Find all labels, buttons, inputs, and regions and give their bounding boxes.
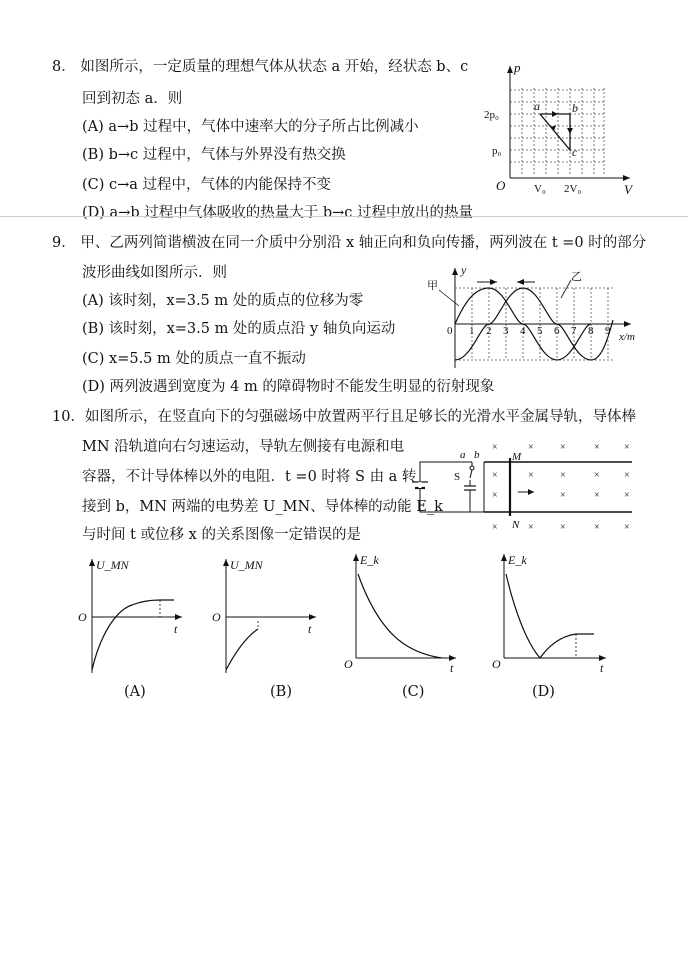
svg-text:×: × — [560, 442, 566, 453]
svg-text:×: × — [492, 442, 498, 453]
q9-wave2-label: 乙 — [571, 271, 582, 283]
q10-graph-a-x-label: t — [174, 622, 178, 636]
q9-tick: 7 — [571, 325, 577, 337]
q10-graph-d-origin: O — [492, 657, 501, 671]
svg-text:×: × — [492, 490, 498, 501]
q9-tick: 5 — [537, 325, 543, 337]
q8-option-c: (C) c→a 过程中，气体的内能保持不变 — [82, 177, 332, 193]
q10-graph-b-origin: O — [212, 610, 221, 624]
q8-stem-line1: 8． 如图所示，一定质量的理想气体从状态 a 开始，经状态 b、c — [52, 59, 469, 75]
q9-option-c: (C) x=5.5 m 处的质点一直不振动 — [82, 351, 306, 367]
q8-pv-diagram — [484, 58, 642, 198]
q8-point-b: b — [572, 101, 578, 115]
q9-option-b: (B) 该时刻，x=3.5 m 处的质点沿 y 轴负向运动 — [82, 321, 396, 337]
svg-text:×: × — [624, 442, 630, 453]
q10-graph-c-y-label: E_k — [360, 553, 379, 567]
q10-switch-b: b — [474, 449, 480, 461]
q10-graph-a — [78, 555, 188, 680]
q10-circuit-diagram — [410, 442, 635, 538]
q10-graph-b — [212, 555, 322, 680]
q9-wave-diagram — [425, 262, 640, 374]
q9-tick: 0 — [447, 325, 453, 337]
q8-origin: O — [496, 178, 506, 193]
q9-x-axis-label: x/m — [619, 331, 635, 343]
q9-tick: 8 — [588, 325, 594, 337]
q9-tick: 4 — [520, 325, 526, 337]
q8-point-c: c — [572, 145, 578, 159]
q8-option-d: (D) a→b 过程中气体吸收的热量大于 b→c 过程中放出的热量 — [82, 205, 474, 221]
q10-graph-a-label: (A) — [124, 684, 146, 700]
svg-text:×: × — [492, 522, 498, 533]
svg-text:×: × — [594, 522, 600, 533]
svg-text:×: × — [594, 442, 600, 453]
q9-option-d: (D) 两列波遇到宽度为 4 m 的障碍物时不能发生明显的衍射现象 — [82, 379, 495, 395]
svg-text:×: × — [624, 490, 630, 501]
svg-text:×: × — [594, 490, 600, 501]
q10-graph-d-label: (D) — [532, 684, 555, 700]
svg-text:×: × — [560, 490, 566, 501]
q10-graph-c-x-label: t — [450, 661, 454, 675]
q10-graph-c — [342, 548, 462, 673]
q9-tick: 3 — [503, 325, 509, 337]
svg-text:×: × — [560, 522, 566, 533]
q9-wave1-label: 甲 — [427, 280, 438, 292]
q9-stem-line2: 波形曲线如图所示．则 — [82, 265, 227, 281]
q10-graph-b-label: (B) — [270, 684, 292, 700]
q10-graph-b-y-label: U_MN — [230, 558, 263, 572]
q10-switch-s: S — [454, 471, 461, 483]
q10-stem-line3: 容器，不计导体棒以外的电阻．t =0 时将 S 由 a 转 — [82, 469, 417, 485]
q8-stem-line2: 回到初态 a．则 — [82, 91, 183, 107]
svg-text:×: × — [560, 470, 566, 481]
q8-p-axis-label: p — [514, 60, 521, 75]
svg-text:×: × — [528, 470, 534, 481]
q9-tick: 1 — [469, 325, 475, 337]
svg-text:×: × — [528, 522, 534, 533]
q8-option-b: (B) b→c 过程中，气体与外界没有热交换 — [82, 147, 346, 163]
q9-y-axis-label: y — [461, 263, 467, 277]
q9-tick: 9 — [605, 325, 611, 337]
q8-tick-v0: V₀ — [534, 183, 546, 195]
q10-stem-line4: 接到 b，MN 两端的电势差 U_MN、导体棒的动能 E_k — [82, 499, 443, 515]
q9-tick: 2 — [486, 325, 492, 337]
q10-graph-c-origin: O — [344, 657, 353, 671]
svg-text:×: × — [528, 442, 534, 453]
q10-graph-a-y-label: U_MN — [96, 558, 129, 572]
q10-graph-d-x-label: t — [600, 661, 604, 675]
q8-option-a: (A) a→b 过程中，气体中速率大的分子所占比例减小 — [82, 119, 419, 135]
svg-text:×: × — [624, 522, 630, 533]
q10-graph-d — [490, 548, 610, 673]
q10-graph-b-x-label: t — [308, 622, 312, 636]
q10-label-m: M — [512, 451, 522, 463]
q9-stem-line1: 9． 甲、乙两列简谐横波在同一介质中分别沿 x 轴正向和负向传播，两列波在 t =0 时的部分 — [52, 235, 647, 251]
q10-graph-d-y-label: E_k — [508, 553, 527, 567]
q10-label-n: N — [512, 519, 520, 531]
q10-graph-a-origin: O — [78, 610, 87, 624]
q10-graph-c-label: (C) — [402, 684, 425, 700]
q8-point-a: a — [534, 99, 540, 113]
q8-v-axis-label: V — [624, 182, 632, 197]
q10-switch-a: a — [460, 449, 466, 461]
svg-text:×: × — [594, 470, 600, 481]
q8-tick-2v0: 2V₀ — [564, 183, 582, 195]
q10-stem-line1: 10．如图所示，在竖直向下的匀强磁场中放置两平行且足够长的光滑水平金属导轨，导体棒 — [52, 409, 636, 425]
svg-text:×: × — [492, 470, 498, 481]
q10-stem-line5: 与时间 t 或位移 x 的关系图像一定错误的是 — [82, 527, 361, 543]
q9-tick: 6 — [554, 325, 560, 337]
q8-tick-2p0: 2p₀ — [484, 109, 499, 121]
q9-option-a: (A) 该时刻，x=3.5 m 处的质点的位移为零 — [82, 293, 364, 309]
svg-text:×: × — [624, 470, 630, 481]
fold-line — [0, 216, 688, 217]
q8-tick-p0: p₀ — [492, 145, 502, 157]
q10-stem-line2: MN 沿轨道向右匀速运动，导轨左侧接有电源和电 — [82, 439, 405, 455]
